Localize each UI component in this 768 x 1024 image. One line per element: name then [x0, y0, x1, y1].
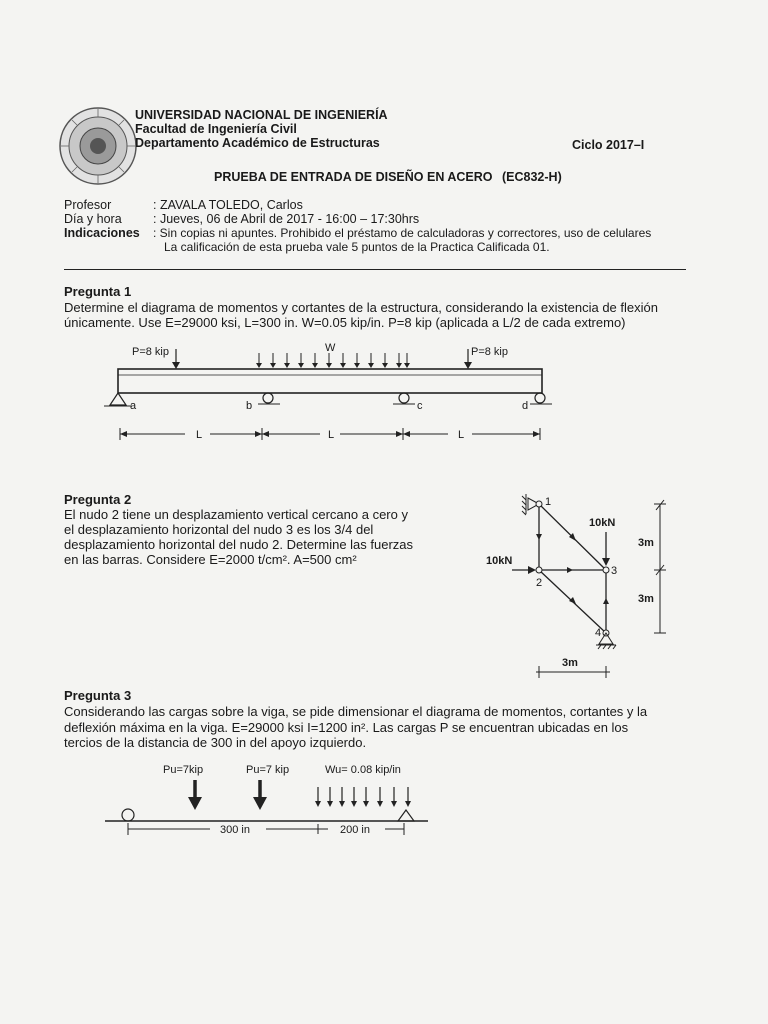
q1-p-left-label: P=8 kip [132, 346, 169, 358]
professor-value: : ZAVALA TOLEDO, Carlos [153, 198, 303, 212]
q1-support-d [530, 393, 552, 404]
exam-title: PRUEBA DE ENTRADA DE DISEÑO EN ACERO [214, 170, 493, 184]
q2-dim-top: 3m [638, 537, 654, 549]
q2-text-2: el desplazamiento horizontal del nudo 3 es los 3/4 del [64, 522, 374, 537]
q2-load-horizontal: 10kN [486, 555, 513, 567]
q2-dim-width: 3m [562, 657, 578, 669]
q1-text-2: únicamente. Use E=29000 ksi, L=300 in. W=0.05 kip/in. P=8 kip (aplicada a L/2 de cada extremo) [64, 315, 626, 330]
q2-text-1: El nudo 2 tiene un desplazamiento vertical cercano a cero y [64, 507, 408, 522]
q3-text-1: Considerando las cargas sobre la viga, se pide dimensionar el diagrama de momentos, cortantes y la [64, 704, 648, 719]
q3-support-right [398, 810, 414, 821]
q2-truss-diagram [470, 488, 690, 688]
q1-support-b [258, 393, 280, 404]
q3-pu2-label: Pu=7 kip [246, 764, 290, 776]
cycle-label: Ciclo 2017–I [572, 138, 645, 152]
date-label: Día y hora [64, 212, 122, 226]
course-code: (EC832-H) [502, 170, 562, 184]
q1-dim-L2: L [328, 429, 335, 441]
q2-text-4: en las barras. Considere E=2000 t/cm². A=500 cm² [64, 552, 357, 567]
q1-label-d: d [522, 400, 529, 412]
date-value: : Jueves, 06 de Abril de 2017 - 16:00 – 17:30hrs [153, 212, 420, 226]
info-block [0, 196, 768, 260]
q1-dim-L3: L [458, 429, 465, 441]
q2-load-vertical: 10kN [589, 517, 616, 529]
q1-w-label: W [325, 342, 336, 354]
notes-label: Indicaciones [64, 226, 140, 240]
university-name: UNIVERSIDAD NACIONAL DE INGENIERÍA [135, 108, 388, 122]
q1-label-a: a [130, 400, 137, 412]
q2-node-3: 3 [611, 565, 618, 577]
q1-dim-L1: L [196, 429, 203, 441]
q3-title: Pregunta 3 [64, 688, 132, 703]
notes-value-2: La calificación de esta prueba vale 5 puntos de la Practica Calificada 01. [164, 240, 550, 254]
q3-dim-300: 300 in [220, 824, 250, 836]
q2-node-1: 1 [545, 496, 552, 508]
department-name: Departamento Académico de Estructuras [135, 136, 380, 150]
notes-value-1: : Sin copias ni apuntes. Prohibido el préstamo de calculadoras y correctores, uso de celulares [153, 226, 652, 240]
q1-text-1: Determine el diagrama de momentos y cortantes de la estructura, considerando la existencia de flexión [64, 300, 658, 315]
q3-support-left [122, 809, 134, 821]
q1-label-b: b [246, 400, 253, 412]
university-seal [58, 103, 138, 189]
q2-text-3: desplazamiento horizontal del nudo 2. Determine las fuerzas [64, 537, 414, 552]
q1-beam-diagram [0, 335, 768, 455]
q1-p-right-label: P=8 kip [471, 346, 508, 358]
q2-title: Pregunta 2 [64, 492, 132, 507]
q3-wu-label: Wu= 0.08 kip/in [325, 764, 401, 776]
q1-title: Pregunta 1 [64, 284, 132, 299]
q3-beam-diagram [0, 755, 768, 845]
q1-support-a [104, 393, 132, 406]
q3-text-2: deflexión máxima en la viga. E=29000 ksi I=1200 in². Las cargas P se encuentran ubicadas en los [64, 720, 629, 735]
q1-support-c [393, 393, 415, 404]
q1-label-c: c [417, 400, 423, 412]
q3-pu1-label: Pu=7kip [163, 764, 204, 776]
q3-text-3: tercios de la distancia de 300 in del apoyo izquierdo. [64, 735, 367, 750]
header-divider [64, 269, 686, 270]
q2-node-4: 4 [595, 627, 602, 639]
q3-dim-200: 200 in [340, 824, 370, 836]
q2-node-2: 2 [536, 577, 543, 589]
professor-label: Profesor [64, 198, 112, 212]
faculty-name: Facultad de Ingeniería Civil [135, 122, 297, 136]
q2-dim-bottom: 3m [638, 593, 654, 605]
